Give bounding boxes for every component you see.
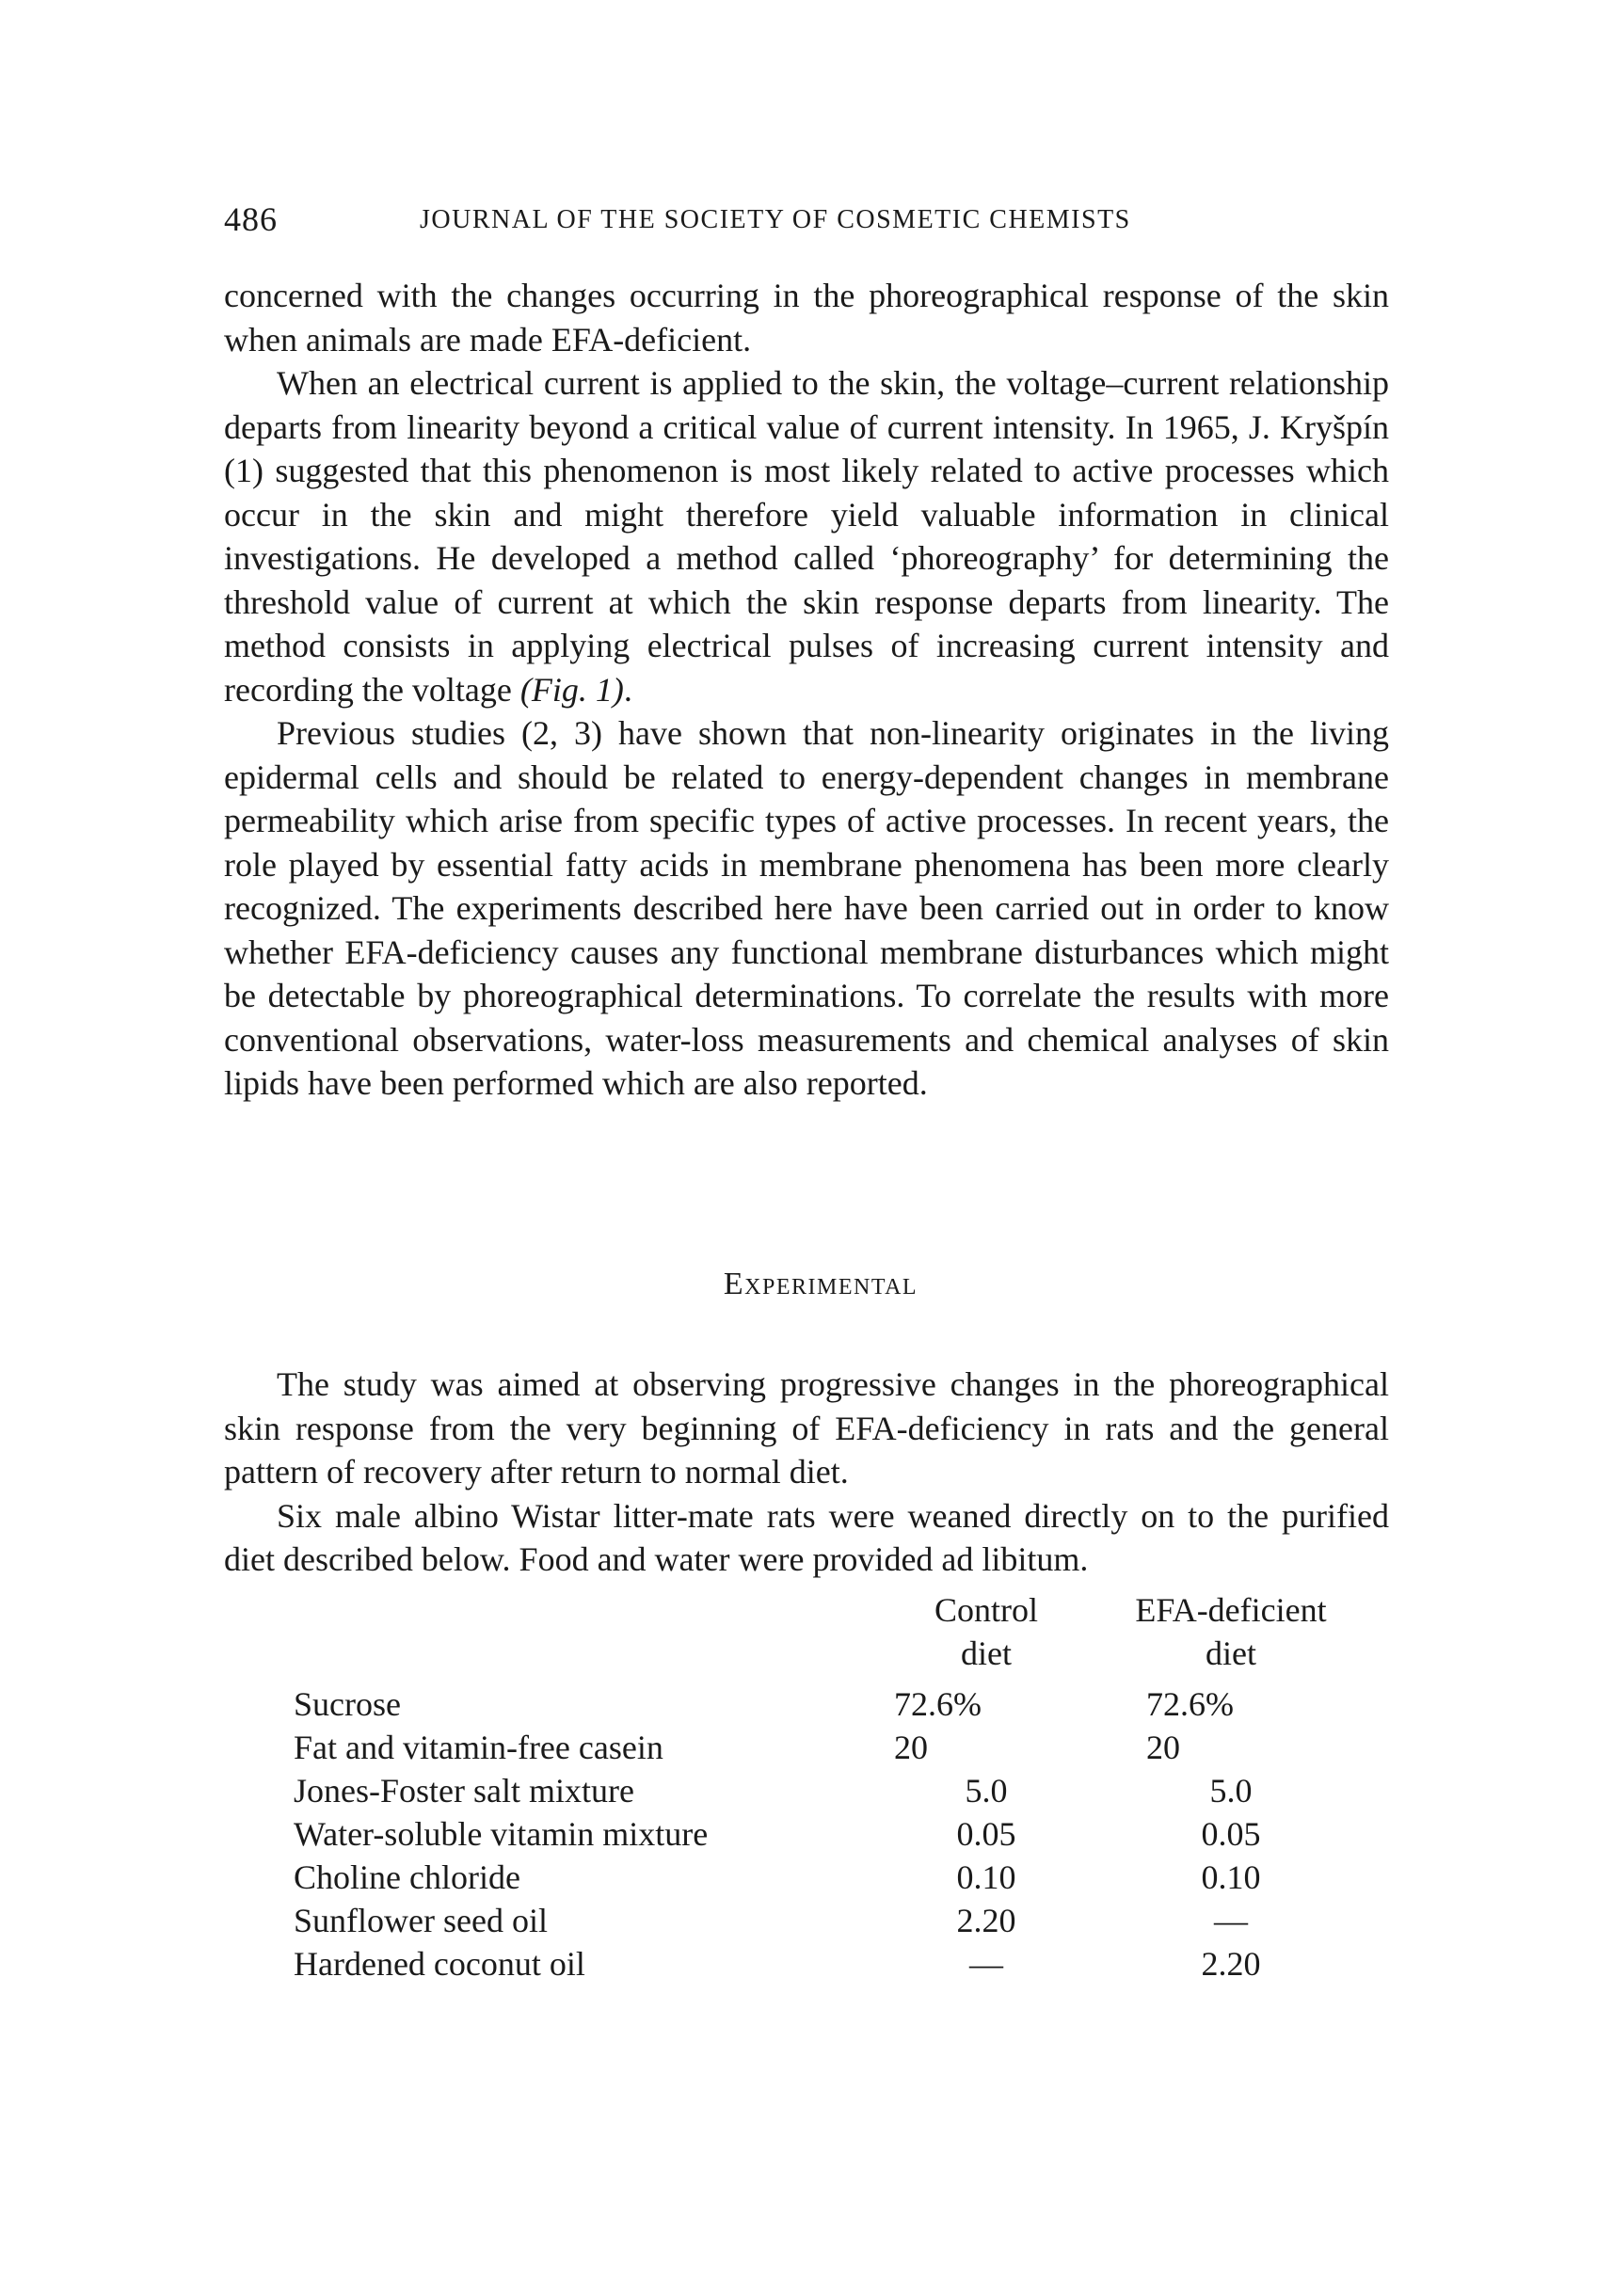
efa-value-cell: 5.0 bbox=[1209, 1772, 1253, 1810]
efa-value-cell: 0.10 bbox=[1201, 1858, 1261, 1896]
column-header-efa-line1: EFA-deficient bbox=[1135, 1591, 1327, 1629]
ingredient-cell: Sunflower seed oil bbox=[294, 1902, 548, 1939]
paragraph-phoreography bbox=[224, 361, 1389, 711]
paragraph-previous-studies: Previous studies (2, 3) have shown that non-linearity originates in the living epidermal cells and should be related to energy-dependent changes in membrane permeability which arise from specific types of active processes. In recent years, the role played by essential fatty acids in membrane phenomena has been more clearly recognized. The experiments described here have been carried out in order to know whether EFA-deficiency causes any functional membrane disturbances which might be detectable by phoreographical determinations. To correlate the results with more conventional observations, water-loss measurements and chemical analyses of skin lipids have been performed which are also reported. bbox=[224, 714, 1389, 1102]
table-row bbox=[224, 1682, 1391, 1726]
paragraph-study-aim: The study was aimed at observing progressive changes in the phoreographical skin response from the very beginning of EFA-deficiency in rats and the general pattern of recovery after return to normal diet. bbox=[224, 1365, 1389, 1491]
control-value-cell: — bbox=[969, 1945, 1003, 1983]
control-value-cell: 0.05 bbox=[956, 1815, 1016, 1853]
table-row bbox=[224, 1726, 1391, 1769]
control-value-cell: 2.20 bbox=[956, 1902, 1016, 1939]
efa-value-cell: — bbox=[1214, 1902, 1248, 1939]
table-row bbox=[224, 1769, 1391, 1812]
table-row bbox=[224, 1899, 1391, 1942]
ingredient-cell: Jones-Foster salt mixture bbox=[294, 1772, 634, 1810]
table-row bbox=[224, 1812, 1391, 1856]
running-header bbox=[224, 199, 1391, 247]
ingredient-cell: Water-soluble vitamin mixture bbox=[294, 1815, 709, 1853]
ingredient-cell: Choline chloride bbox=[294, 1858, 520, 1896]
efa-value-cell: 0.05 bbox=[1201, 1815, 1261, 1853]
control-value-cell: 20 bbox=[894, 1729, 928, 1766]
column-header-control-line2: diet bbox=[961, 1634, 1012, 1672]
section-heading-experimental: Experimental bbox=[723, 1267, 918, 1301]
figure-reference: (Fig. 1) bbox=[519, 670, 624, 709]
ingredient-cell: Fat and vitamin-free casein bbox=[294, 1729, 663, 1766]
table-row bbox=[224, 1856, 1391, 1899]
ingredient-cell: Hardened coconut oil bbox=[294, 1945, 585, 1983]
control-value-cell: 5.0 bbox=[965, 1772, 1008, 1810]
experimental-text bbox=[224, 1363, 1389, 1582]
introduction-text bbox=[224, 274, 1389, 1106]
paragraph-continued: concerned with the changes occurring in the phoreographical response of the skin when animals are made EFA-deficient. bbox=[224, 277, 1389, 359]
page-number: 486 bbox=[224, 200, 278, 238]
column-header-control-line1: Control bbox=[934, 1591, 1038, 1629]
table-row bbox=[224, 1942, 1391, 1985]
column-header-efa-line2: diet bbox=[1206, 1634, 1256, 1672]
efa-value-cell: 72.6% bbox=[1146, 1685, 1234, 1723]
efa-value-cell: 20 bbox=[1146, 1729, 1180, 1766]
paragraph-phoreography-text: When an electrical current is applied to the skin, the voltage–current relationship departs from linearity beyond a critical value of current intensity. In 1965, J. Kryšpín (1) suggested that this phenomenon is most likely related to active processes which occur in the skin and might therefore yield valuable information in clinical investigations. He developed a method called ‘phoreography’ for determining the threshold value of current at which the skin response departs from linearity. The method consists in applying electrical pulses of increasing current intensity and recording the voltage bbox=[224, 364, 1389, 709]
efa-value-cell: 2.20 bbox=[1201, 1945, 1261, 1983]
column-header-efa-deficient bbox=[1071, 1588, 1391, 1675]
control-value-cell: 0.10 bbox=[956, 1858, 1016, 1896]
journal-title: JOURNAL OF THE SOCIETY OF COSMETIC CHEMISTS bbox=[420, 205, 1131, 234]
ingredient-cell: Sucrose bbox=[294, 1685, 401, 1723]
table-body bbox=[224, 1682, 1391, 1985]
column-header-control bbox=[883, 1588, 1090, 1675]
control-value-cell: 72.6% bbox=[894, 1685, 982, 1723]
paragraph-phoreography-end: . bbox=[623, 670, 632, 709]
paragraph-rats: Six male albino Wistar litter-mate rats were weaned directly on to the purified diet described below. Food and water were provided ad libitum. bbox=[224, 1496, 1389, 1578]
